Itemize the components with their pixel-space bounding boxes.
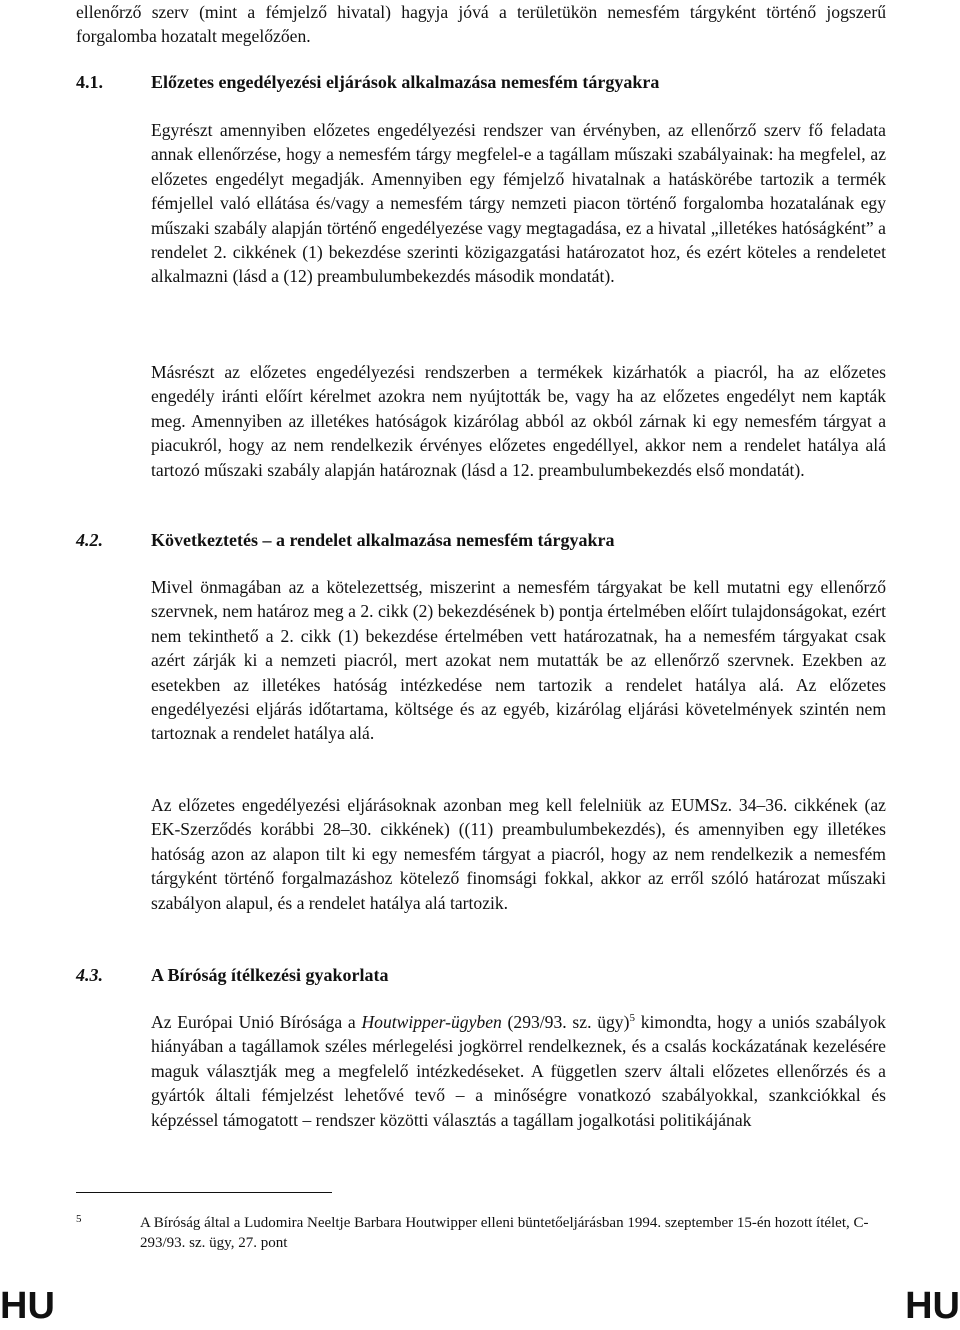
footnote-text: A Bíróság által a Ludomira Neeltje Barbara Houtwipper elleni büntetőeljárásban 1994. szeptember 15-én hozott ítélet, C-293/93. sz. ügy, 27. pont xyxy=(140,1215,869,1251)
footnote-number: 5 xyxy=(76,1213,82,1225)
intro-paragraph: ellenőrző szerv (mint a fémjelző hivatal) hagyja jóvá a területükön nemesfém tárgyként történő jogszerű forgalomba hozatalt megelőzően. xyxy=(76,2,886,47)
case-name: Houtwipper-ügyben xyxy=(361,1012,502,1032)
section-number: 4.3. xyxy=(76,965,103,985)
language-marker-left: HU xyxy=(0,1285,55,1327)
paragraph-4-1-b: Másrészt az előzetes engedélyezési rendszerben a termékek kizárhatók a piacról, ha az előzetes engedély iránti előírt kérelmet azokra nem nyújtották be, vagy ha az előzetes engedélyt nem kapták meg. Amennyiben az illetékes hatóságok kizárólag abból az okból zárnak ki egy nemesfém tárgyat a piacukról, hogy az nem rendelkezik érvényes előzetes engedéllyel, akkor nem a rendelet hatálya alá tartozó műszaki szabály alapján határoznak (lásd a 12. preambulumbekezdés első mondatát). xyxy=(151,362,886,480)
section-title: Következtetés – a rendelet alkalmazása nemesfém tárgyakra xyxy=(151,530,615,550)
paragraph-4-2-a: Mivel önmagában az a kötelezettség, miszerint a nemesfém tárgyakat be kell mutatni egy ellenőrző szervnek, nem határoz meg a 2. cikk (2) bekezdésének b) pontja értelmében előírt tulajdonságokat, ezért nem tekinthető a 2. cikk (1) bekezdése értelmében vett határozatnak, ha a nemesfém tárgyakat csak azért zárják ki a nemzeti piacról, mert azokat nem mutatták be az ellenőrző szervnek. Ezekben az esetekben az illetékes hatóság intézkedése nem tartozik a rendelet hatálya alá. Az előzetes engedélyezési eljárás időtartama, költsége és az egyéb, kizárólag eljárási követelmények szintén nem tartoznak a rendelet hatálya alá. xyxy=(151,577,886,744)
footnote xyxy=(76,1213,886,1253)
footnote-reference[interactable]: 5 xyxy=(629,1012,635,1025)
section-number: 4.1. xyxy=(76,72,103,92)
section-heading-4-3 xyxy=(76,963,886,987)
language-marker-right: HU xyxy=(905,1285,960,1327)
paragraph-4-1-a: Egyrészt amennyiben előzetes engedélyezési rendszer van érvényben, az ellenőrző szerv fő feladata annak ellenőrzése, hogy a nemesfém tárgy megfelel-e a tagállam műszaki szabályainak: ha megfelel, az előzetes engedélyt megadják. Amennyiben egy fémjelző hivatalnak a hatáskörébe tartozik a termék fémjellel való ellátása és/vagy a nemesfém tárgy nemzeti piacon történő forgalomba hozatalának egy műszaki szabály alapján történő engedélyezése vagy megtagadása, ez a hivatal „illetékes hatóságként” a rendelet 2. cikkének (1) bekezdése szerinti közigazgatási határozatot hoz, és ezért köteles a rendeletet alkalmazni (lásd a (12) preambulumbekezdés második mondatát). xyxy=(151,120,886,287)
paragraph-4-2-b: Az előzetes engedélyezési eljárásoknak azonban meg kell felelniük az EUMSz. 34–36. cikkének (az EK-Szerződés korábbi 28–30. cikkének) ((11) preambulumbekezdés), és amennyiben egy illetékes hatóság azon az alapon tilt ki egy nemesfém tárgyat a piacról, hogy az nem rendelkezik a nemesfém tárgyként történő forgalmazáshoz kötelező finomsági fokkal, akkor az erről szóló határozat műszaki szabályon alapul, és a rendelet hatálya alá tartozik. xyxy=(151,795,886,913)
section-title: Előzetes engedélyezési eljárások alkalmazása nemesfém tárgyakra xyxy=(151,72,660,92)
section-heading-4-1 xyxy=(76,70,886,94)
paragraph-4-3 xyxy=(151,1010,886,1132)
section-title: A Bíróság ítélkezési gyakorlata xyxy=(151,965,389,985)
section-number: 4.2. xyxy=(76,530,103,550)
section-heading-4-2 xyxy=(76,528,886,552)
footnote-separator xyxy=(76,1192,332,1193)
case-number: (293/93. sz. ügy) xyxy=(501,1012,630,1032)
paragraph-text-start: Az Európai Unió Bírósága a xyxy=(151,1012,362,1032)
paragraph-text-rest: kimondta, hogy a uniós szabályok hiányában a tagállamok széles mérlegelési jogkörrel rendelkeznek, és a csalás kockázatának kezelésére maguk választják meg a megfelelő intézkedéseket. A független szerv általi előzetes ellenőrzés és a gyártók általi fémjelzést lehetővé tevő – a minőségre vonatkozó szabályokkal, szankciókkal és képzéssel támogatott – rendszer közötti választás a tagállam jogalkotási politikájának xyxy=(151,1012,886,1130)
